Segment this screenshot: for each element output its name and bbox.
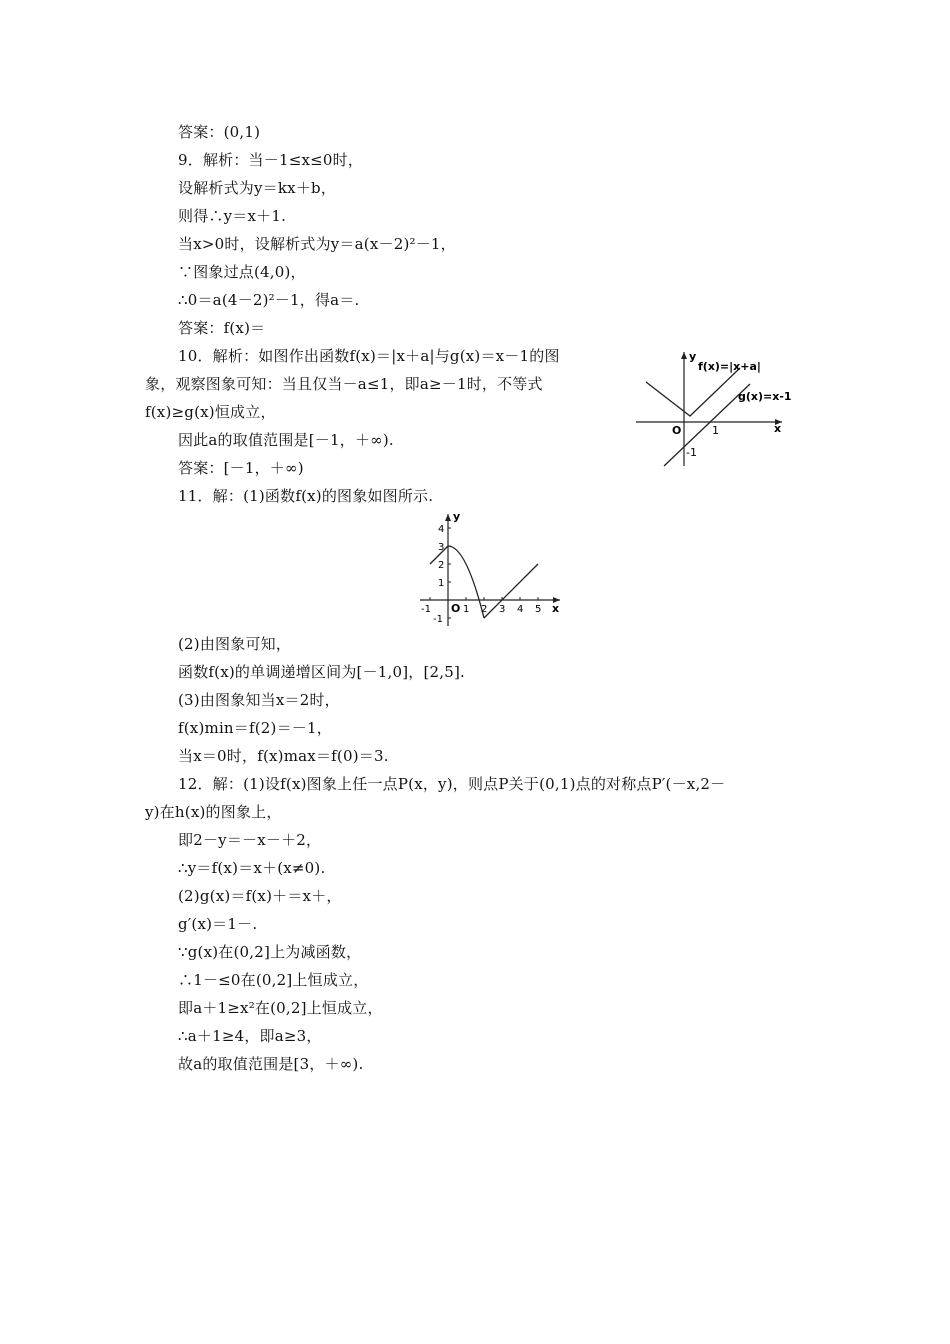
y-tick-label: 3 xyxy=(438,542,445,553)
problem-11-line: (3)由图象知当x＝2时， xyxy=(178,691,340,709)
problem-12-line: ∴1－≤0在(0,2]上恒成立， xyxy=(178,971,369,989)
problem-10-line: f(x)≥g(x)恒成立， xyxy=(145,403,276,421)
problem-12-line: ∵g(x)在(0,2]上为减函数， xyxy=(178,943,362,961)
y-tick-label: 2 xyxy=(438,560,445,571)
problem-9-line: ∴0＝a(4－2)²－1，得a＝. xyxy=(178,291,360,309)
problem-9-line: 9．解析：当－1≤x≤0时， xyxy=(178,151,364,169)
x-tick-label: 3 xyxy=(499,604,506,615)
x-tick-label: -1 xyxy=(421,604,431,615)
x-axis-label: x xyxy=(774,422,782,435)
x-tick-label: 1 xyxy=(463,604,470,615)
origin-label: O xyxy=(672,424,682,437)
answer-9: 答案：f(x)＝ xyxy=(178,319,266,337)
answer-10: 答案：[－1，＋∞) xyxy=(178,459,304,477)
problem-10-line: 10．解析：如图作出函数f(x)＝|x＋a|与g(x)＝x－1的图 xyxy=(178,347,560,365)
problem-10-line: 因此a的取值范围是[－1，＋∞). xyxy=(178,431,394,449)
problem-11-line: 函数f(x)的单调递增区间为[－1,0]，[2,5]. xyxy=(178,663,466,681)
y-tick-label: -1 xyxy=(433,614,443,625)
answer-8: 答案：(0,1) xyxy=(178,123,261,141)
figure-piecewise-function xyxy=(418,508,566,628)
y-tick-label: 4 xyxy=(438,524,445,535)
f-label: f(x)=|x+a| xyxy=(698,360,761,373)
problem-12-line: ∴y＝f(x)＝x＋(x≠0). xyxy=(178,859,326,877)
y-tick-label: 1 xyxy=(438,578,445,589)
problem-10-line: 象，观察图象可知：当且仅当－a≤1，即a≥－1时，不等式 xyxy=(145,375,543,393)
problem-9-line: 当x>0时，设解析式为y＝a(x－2)²－1， xyxy=(178,235,456,253)
problem-9-line: 设解析式为y＝kx＋b， xyxy=(178,179,337,197)
problem-12-line: 12．解：(1)设f(x)图象上任一点P(x，y)，则点P关于(0,1)点的对称点P′(－x,2－ xyxy=(178,775,726,793)
problem-12-line: g′(x)＝1－. xyxy=(178,915,258,933)
y-axis-label: y xyxy=(689,350,697,363)
tick-label: -1 xyxy=(686,446,697,459)
problem-12-line: y)在h(x)的图象上， xyxy=(145,803,282,821)
x-tick-label: 4 xyxy=(517,604,524,615)
figure-abs-function xyxy=(632,346,802,470)
problem-12-line: ∴a＋1≥4，即a≥3， xyxy=(178,1027,322,1045)
y-axis-label: y xyxy=(453,510,461,523)
problem-11-line: f(x)min＝f(2)＝－1， xyxy=(178,719,332,737)
x-axis-label: x xyxy=(552,602,560,615)
problem-11-line: 11．解：(1)函数f(x)的图象如图所示. xyxy=(178,487,434,505)
origin-label: O xyxy=(451,602,461,615)
tick-label: 1 xyxy=(712,424,719,437)
g-label: g(x)=x-1 xyxy=(738,390,792,403)
problem-12-line: 即2－y＝－x－＋2， xyxy=(178,831,322,849)
x-tick-label: 2 xyxy=(481,604,488,615)
problem-12-line: 故a的取值范围是[3，＋∞). xyxy=(178,1055,364,1073)
problem-9-line: 则得∴y＝x＋1. xyxy=(178,207,287,225)
problem-9-line: ∵图象过点(4,0)， xyxy=(178,263,306,281)
problem-12-line: 即a＋1≥x²在(0,2]上恒成立， xyxy=(178,999,383,1017)
problem-12-line: (2)g(x)＝f(x)＋＝x＋， xyxy=(178,887,342,905)
x-tick-label: 5 xyxy=(535,604,542,615)
problem-11-line: (2)由图象可知， xyxy=(178,635,292,653)
problem-11-line: 当x＝0时，f(x)max＝f(0)＝3. xyxy=(178,747,389,765)
